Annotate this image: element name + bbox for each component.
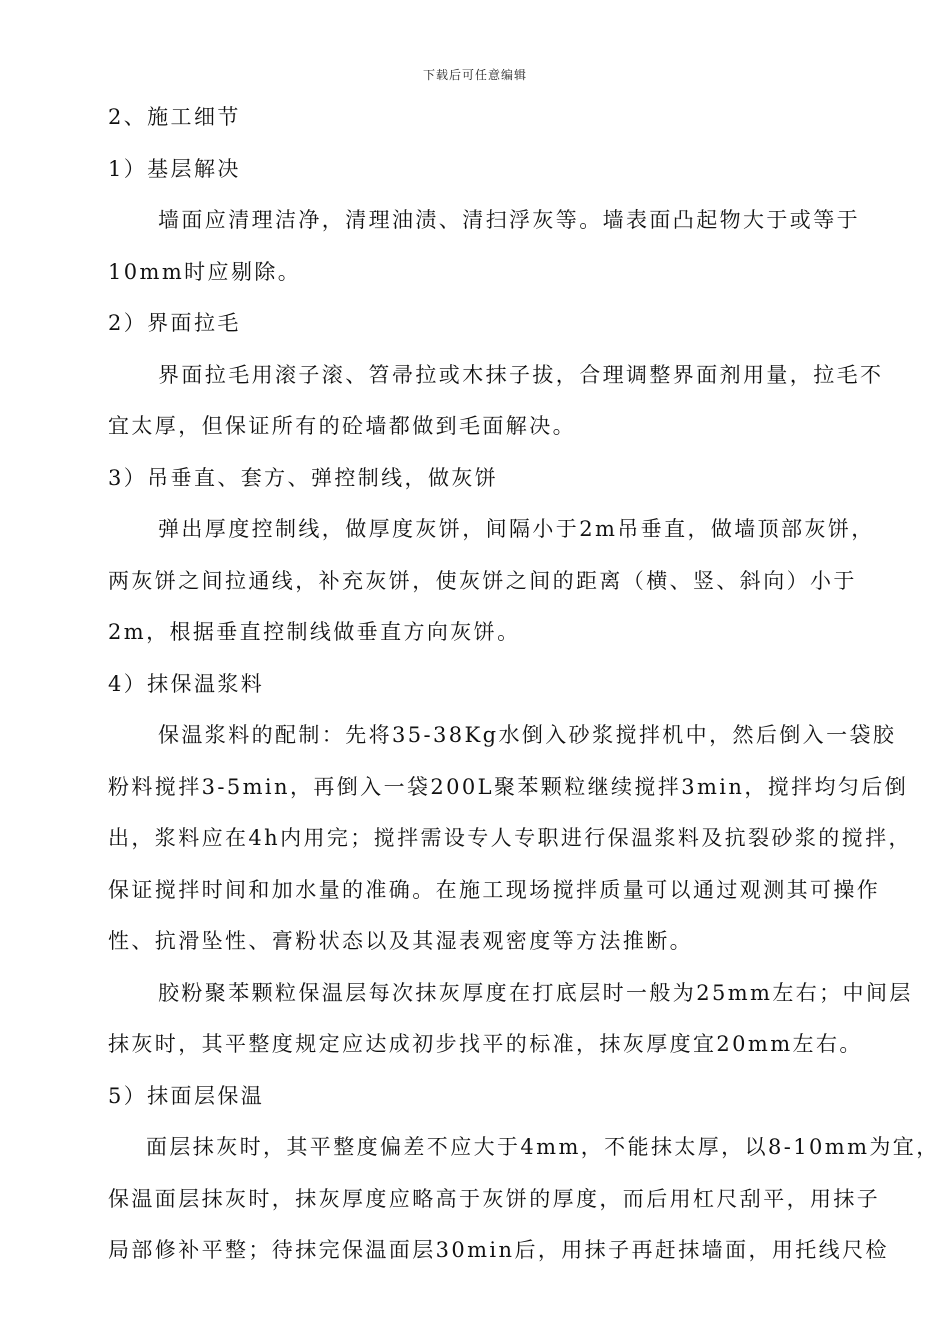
paragraph-line: 保证搅拌时间和加水量的准确。在施工现场搅拌质量可以通过观测其可操作 [108,877,881,902]
paragraph-line: 两灰饼之间拉通线，补充灰饼，使灰饼之间的距离（横、竖、斜向）小于 [108,568,857,593]
subsection-heading: 4）抹保温浆料 [108,671,265,696]
paragraph-line: 宜太厚，但保证所有的砼墙都做到毛面解决。 [108,414,576,438]
paragraph-line: 胶粉聚苯颗粒保温层每次抹灰厚度在打底层时一般为25mm左右；中间层 [158,980,913,1005]
paragraph-line: 2m，根据垂直控制线做垂直方向灰饼。 [108,620,521,644]
page-header: 下载后可任意编辑 [422,68,527,82]
subsection-heading: 3）吊垂直、套方、弹控制线，做灰饼 [108,465,499,490]
paragraph-line: 保温面层抹灰时，抹灰厚度应略高于灰饼的厚度，而后用杠尺刮平，用抹子 [108,1186,881,1211]
paragraph-line: 界面拉毛用滚子滚、笤帚拉或木抹子拔，合理调整界面剂用量，拉毛不 [158,362,884,387]
paragraph-line: 出，浆料应在4h内用完；搅拌需设专人专职进行保温浆料及抗裂砂浆的搅拌， [108,826,912,850]
paragraph-line: 面层抹灰时，其平整度偏差不应大于4mm，不能抹太厚，以8-10mm为宜， [146,1135,940,1159]
section-heading: 2、施工细节 [108,105,241,129]
paragraph-line: 局部修补平整；待抹完保温面层30min后，用抹子再赶抹墙面，用托线尺检 [108,1238,889,1262]
subsection-heading: 1）基层解决 [108,156,241,181]
paragraph-line: 性、抗滑坠性、膏粉状态以及其湿表观密度等方法推断。 [108,929,693,953]
paragraph-line: 抹灰时，其平整度规定应达成初步找平的标准，抹灰厚度宜20mm左右。 [108,1032,863,1056]
paragraph-line: 10mm时应剔除。 [108,259,302,284]
document-body [108,92,940,1277]
subsection-heading: 2）界面拉毛 [108,311,241,335]
paragraph-line: 弹出厚度控制线，做厚度灰饼，间隔小于2m吊垂直，做墙顶部灰饼， [158,517,875,541]
paragraph-line: 墙面应清理洁净，清理油渍、清扫浮灰等。墙表面凸起物大于或等于 [158,208,860,232]
paragraph-line: 保温浆料的配制：先将35-38Kg水倒入砂浆搅拌机中，然后倒入一袋胶 [158,723,897,747]
subsection-heading: 5）抹面层保温 [108,1083,265,1108]
paragraph-line: 粉料搅拌3-5min，再倒入一袋200L聚苯颗粒继续搅拌3min，搅拌均匀后倒 [108,774,909,799]
